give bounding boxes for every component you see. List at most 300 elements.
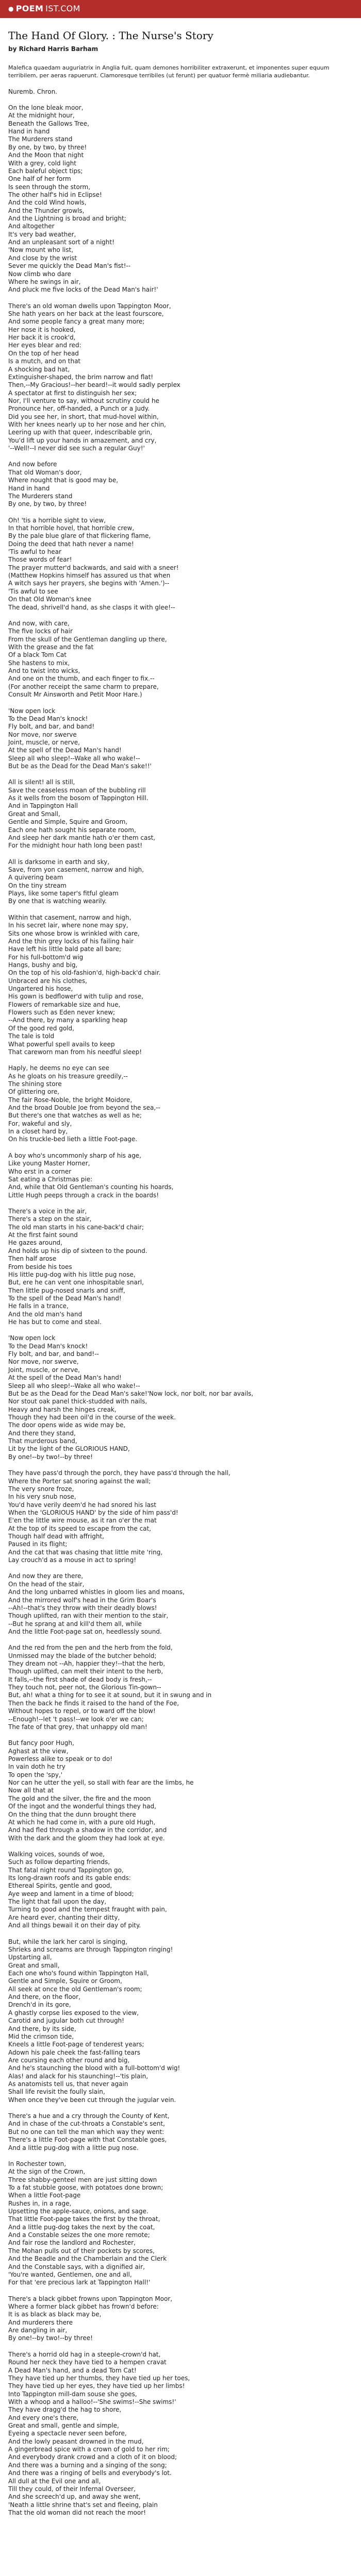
poem-line: Each baleful object tips; bbox=[8, 167, 83, 175]
poem-line: But be as the Dead for the Dead Man's sake!!' bbox=[8, 762, 152, 770]
stanza bbox=[8, 302, 353, 453]
poem-line: Alas! and alack for his staunching!--'tis plain, bbox=[8, 2072, 149, 2080]
poem-line: Then the back he finds it raised to the hand of the Foe, bbox=[8, 1699, 179, 1707]
stanza bbox=[8, 1064, 353, 1144]
poem-line: When the 'GLORIOUS HAND' by the side of him pass'd! bbox=[8, 1509, 178, 1516]
poem-line: Have left his little bald pate all bare; bbox=[8, 945, 122, 953]
poem-line: The Murderers stand bbox=[8, 135, 73, 143]
poem-line: That murderous band, bbox=[8, 1437, 77, 1445]
poem-line: At the midnight hour, bbox=[8, 112, 75, 120]
poem-content bbox=[0, 18, 361, 2537]
stanza bbox=[8, 1469, 353, 1564]
poem-line: And in chase of the cut-throats a Constable's sent, bbox=[8, 2120, 165, 2128]
stanza bbox=[8, 1644, 353, 1731]
poem-line: What powerful spell avails to keep bbox=[8, 1040, 115, 1048]
poem-line: Sits one whose brow is wrinkled with care, bbox=[8, 929, 140, 937]
poem-line: Doing the deed that hath never a name! bbox=[8, 540, 134, 548]
poem-line: The Mohan pulls out of their pockets by scores, bbox=[8, 2247, 155, 2255]
poem-line: You'd have verily deem'd he had snored his last bbox=[8, 1501, 157, 1509]
poem-line: Oh! 'tis a horrible sight to view, bbox=[8, 516, 106, 524]
poem-line: There's a step on the stair, bbox=[8, 1215, 92, 1223]
poem-line: A boy who's uncommonly sharp of his age, bbox=[8, 1151, 141, 1159]
stanza bbox=[8, 2295, 353, 2343]
poem-line: Is a mutch, and on that bbox=[8, 358, 81, 365]
poem-line: And the Constable says, with a dignified air, bbox=[8, 2263, 145, 2270]
poem-line: The five locks of hair bbox=[8, 628, 73, 635]
poem-line: Though uplifted, ran with their mention to the stair, bbox=[8, 1612, 169, 1620]
poem-line: The tale is told bbox=[8, 1032, 55, 1040]
poem-line: The other half's hid in Eclipse! bbox=[8, 191, 102, 198]
poem-line: --But he sprang at and kill'd them all, while bbox=[8, 1620, 142, 1628]
poem-line: Where the Porter sat snoring against the wall; bbox=[8, 1477, 151, 1485]
stanza bbox=[8, 858, 353, 906]
poem-line: And there was a burning and a singing of the song; bbox=[8, 2461, 167, 2469]
poem-line: When once they've been cut through the jugular vein. bbox=[8, 2096, 176, 2104]
poem-line: And the Moon that night bbox=[8, 151, 84, 159]
poem-line: And the thin grey locks of his failing hair bbox=[8, 937, 134, 945]
poem-line: Where nought that is good may be, bbox=[8, 477, 119, 484]
poem-line: And there they stand, bbox=[8, 1429, 76, 1437]
poem-line: And the little Foot-page sat on, heedlessly sound. bbox=[8, 1628, 162, 1635]
poem-line: Pronounce her, off-handed, a Punch or a Judy. bbox=[8, 405, 150, 413]
poem-line: All is darksome in earth and sky, bbox=[8, 858, 110, 866]
poem-line: And he's staunching the blood with a full-bottom'd wig! bbox=[8, 2064, 180, 2072]
poem-line: Turning to good and the tempest fraught with pain, bbox=[8, 1906, 167, 1913]
poem-line: Within that casement, narrow and high, bbox=[8, 913, 132, 921]
poem-line: The fair Rose-Noble, the bright Moidore, bbox=[8, 1096, 133, 1104]
poem-line: From beside his toes bbox=[8, 1263, 72, 1270]
poem-line: They have pass'd through the porch, they have pass'd through the hall, bbox=[8, 1469, 231, 1477]
poem-line: With a whoop and a halloo!--'She swims!--She swims!' bbox=[8, 2398, 176, 2405]
poem-line: In vain doth he try bbox=[8, 1763, 65, 1771]
poem-line: Who erst in a corner bbox=[8, 1167, 72, 1175]
poem-line: Into Tappington mill-dam souse she goes, bbox=[8, 2390, 137, 2398]
poem-line: '--Well!--I never did see such a regular Guy!' bbox=[8, 445, 145, 452]
poem-line: There's a horrid old hag in a steeple-crown'd hat, bbox=[8, 2350, 161, 2358]
poem-line: 'Now open lock bbox=[8, 707, 56, 715]
poem-line: The old man starts in his cane-back'd chair; bbox=[8, 1223, 144, 1231]
poem-line: They have tied up her eyes, they have tied up her limbs! bbox=[8, 2382, 185, 2390]
poem-line: And there, by its side, bbox=[8, 2025, 76, 2032]
poem-line: And the mirrored wolf's head in the Grim Boar's bbox=[8, 1596, 156, 1604]
poem-line: Eyeing a spectacle never seen before, bbox=[8, 2430, 127, 2437]
poem-line: Nor can he utter the yell, so stall with fear are the limbs, he bbox=[8, 1779, 194, 1787]
poem-line: Save the ceaseless moan of the bubbling rill bbox=[8, 786, 146, 794]
poem-line: Where he swings in air, bbox=[8, 278, 81, 285]
poem-line: Though they had been oil'd in the course of the week. bbox=[8, 1413, 176, 1421]
poem-line: Joint, muscle, or nerve, bbox=[8, 738, 80, 746]
poem-line: And there was a ringing of bells and everybody's lot. bbox=[8, 2469, 172, 2477]
poem-line: To the Dead Man's knock! bbox=[8, 715, 88, 722]
poem-line: Haply, he deems no eye can see bbox=[8, 1064, 109, 1072]
poem-line: Her nose it is hooked, bbox=[8, 326, 76, 333]
poem-line: The fate of that grey, that unhappy old man! bbox=[8, 1723, 147, 1731]
poem-line: Then,--My Gracious!--her beard!--it would sadly perplex bbox=[8, 381, 180, 389]
poem-line: At the spell of the Dead Man's hand! bbox=[8, 747, 122, 754]
poem-line: For that 'ere precious lark at Tappington Hall!' bbox=[8, 2279, 151, 2286]
poem-line: On the lone bleak moor, bbox=[8, 104, 84, 111]
poem-line: The dead, shrivell'd hand, as she clasps it with glee!-- bbox=[8, 603, 175, 611]
poem-line: Without hopes to repel, or to ward off the blow! bbox=[8, 1707, 156, 1715]
poem-line: And murderers there bbox=[8, 2318, 73, 2326]
poem-line: And close by the wrist bbox=[8, 254, 77, 262]
poem-line: And the lowly peasant drowned in the mud, bbox=[8, 2437, 144, 2445]
poem-line: Extinguisher-shaped, the brim narrow and flat! bbox=[8, 373, 154, 381]
poem-line: And to twist into wicks, bbox=[8, 667, 80, 675]
poem-line: Are dangling in air, bbox=[8, 2327, 68, 2334]
poem-line: There's a hue and a cry through the County of Kent, bbox=[8, 2112, 170, 2120]
poem-line: Ethereal Spirits, gentle and good, bbox=[8, 1882, 112, 1890]
poem-line: And the red from the pen and the herb from the fold, bbox=[8, 1644, 173, 1652]
poem-line: By one!--by two!--by three! bbox=[8, 2334, 93, 2342]
poem-line: Paused in its flight; bbox=[8, 1540, 68, 1548]
poem-line: Great and small, gentle and simple, bbox=[8, 2422, 119, 2430]
poem-line: A Dead Man's hand, and a dead Tom Cat! bbox=[8, 2366, 137, 2374]
poem-line: And a little pug-dog takes the next by the coat, bbox=[8, 2223, 155, 2231]
stanza bbox=[8, 2351, 353, 2517]
poem-line: That old Woman's door, bbox=[8, 468, 82, 476]
poem-line: On that Old Woman's knee bbox=[8, 596, 92, 603]
poem-line: Powerless alike to speak or to do! bbox=[8, 1755, 113, 1762]
stanza bbox=[8, 88, 353, 96]
stanza bbox=[8, 1851, 353, 1930]
poem-line: And a little pug-dog with a little pug nose. bbox=[8, 2144, 139, 2151]
poem-line: But be as the Dead for the Dead Man's sake!'Now lock, nor bolt, nor bar avails, bbox=[8, 1389, 254, 1397]
poem-line: You'd lift up your hands in amazement, and cry, bbox=[8, 436, 157, 444]
poem-line: And pluck me five locks of the Dead Man's hair!' bbox=[8, 286, 158, 294]
poem-line: For his full-bottom'd wig bbox=[8, 953, 84, 961]
poem-line: Of the ingot and the wonderful things they had, bbox=[8, 1803, 156, 1810]
poem-line: Did you see her, in short, that mud-hovel within, bbox=[8, 413, 159, 420]
poem-line: Are heard ever, chanting their ditty, bbox=[8, 1913, 120, 1921]
stanza bbox=[8, 914, 353, 1056]
poem-line: But there's one that watches as well as he; bbox=[8, 1112, 142, 1120]
logo-brand: POEM bbox=[15, 4, 44, 14]
poem-line: 'Tis awful to hear bbox=[8, 548, 61, 556]
poem-line: On the top of his old-fashion'd, high-back'd chair. bbox=[8, 969, 161, 977]
poem-line: By one that is watching wearily. bbox=[8, 897, 107, 905]
poem-line: All dull at the Evil one and all, bbox=[8, 2477, 101, 2485]
poem-line: And there, on the floor, bbox=[8, 1993, 80, 2001]
poem-line: By one, by two, by three! bbox=[8, 143, 87, 151]
stanza bbox=[8, 104, 353, 294]
poem-line: At the top of its speed to escape from the cat, bbox=[8, 1524, 152, 1532]
poem-line: Each one who's found within Tappington Hall, bbox=[8, 1969, 149, 1977]
poem-line: All seek at once the old Gentleman's room; bbox=[8, 1985, 142, 1993]
poem-line: And now before bbox=[8, 461, 57, 468]
poem-line: They touch not, peer not, the Glorious Tin-gown-- bbox=[8, 1684, 161, 1691]
poem-line: E'en the little wire mouse, as it ran o'er the mat bbox=[8, 1517, 157, 1524]
site-logo[interactable] bbox=[8, 4, 80, 14]
poem-line: In Rochester town, bbox=[8, 2160, 67, 2167]
poem-line: And one on the thumb, and each finger to fix.-- bbox=[8, 675, 155, 683]
poem-line: There's an old woman dwells upon Tappington Moor, bbox=[8, 302, 171, 310]
poem-line: There's a black gibbet frowns upon Tappington Moor, bbox=[8, 2295, 173, 2302]
poem-line: His little pug-dog with his little pug nose, bbox=[8, 1270, 136, 1278]
poem-epigraph: Malefica quaedam auguriatrix in Anglia fuit, quam demones horribiliter extraxerunt, et imponentes super equum terribilem, per aeras rapuerunt. Clamoresque terribiles (ut ferunt) per quatuor fermè miliaria audiebantur. bbox=[8, 64, 330, 79]
poem-line: A ghastly corpse lies exposed to the view, bbox=[8, 2009, 139, 2016]
poem-line: 'Now open lock bbox=[8, 1334, 56, 1342]
poem-author: by Richard Harris Barham bbox=[8, 45, 99, 53]
poem-line: Joint, muscle, or nerve, bbox=[8, 1366, 80, 1374]
poem-line: Drench'd in its gore, bbox=[8, 2001, 71, 2009]
poem-line: It falls,--the first shade of dead body is fresh,-- bbox=[8, 1675, 152, 1683]
poem-line: Lit by the light of the GLORIOUS HAND, bbox=[8, 1445, 130, 1453]
poem-body bbox=[8, 88, 353, 2517]
poem-line: And the long unbarred whistles in gloom lies and moans, bbox=[8, 1588, 185, 1596]
poem-line: Nor stout oak panel thick-studded with nails, bbox=[8, 1398, 147, 1405]
stanza bbox=[8, 707, 353, 771]
poem-line: And in Tappington Hall bbox=[8, 802, 78, 810]
poem-line: Now all that at bbox=[8, 1787, 54, 1794]
poem-line: The gold and the silver, the fire and the moon bbox=[8, 1794, 151, 1802]
poem-line: Upsetting the apple-sauce, onions, and sage. bbox=[8, 2208, 149, 2215]
poem-title: The Hand Of Glory. : The Nurse's Story bbox=[8, 29, 214, 42]
logo-dot-icon: ● bbox=[8, 5, 14, 12]
poem-line: But, ere he can vent one inhospitable snarl, bbox=[8, 1279, 144, 1286]
poem-line: And everybody drank crowd and a cloth of it on blood; bbox=[8, 2453, 177, 2461]
stanza bbox=[8, 620, 353, 699]
poem-line: Flowers of remarkable size and hue, bbox=[8, 1001, 121, 1008]
poem-line: And had fled through a shadow in the corridor, and bbox=[8, 1826, 167, 1834]
poem-line: There's a little Foot-page with that Constable goes, bbox=[8, 2136, 167, 2144]
poem-line: Her eyes blear and red: bbox=[8, 342, 81, 349]
poem-line: That little Foot-page takes the first by the throat, bbox=[8, 2215, 160, 2223]
logo-suffix: IST.COM bbox=[45, 4, 80, 14]
poem-line: 'You're wanted, Gentlemen, one and all, bbox=[8, 2270, 132, 2278]
poem-line: And every one's there, bbox=[8, 2414, 79, 2421]
poem-line: On the top of her head bbox=[8, 349, 79, 357]
poem-line: Those words of fear! bbox=[8, 556, 72, 564]
poem-line: In his very snub nose, bbox=[8, 1493, 76, 1501]
poem-line: Hangs, bushy and big, bbox=[8, 961, 78, 969]
poem-line: Save, from yon casement, narrow and high, bbox=[8, 866, 144, 873]
poem-line: On the thing that the dunn brought there bbox=[8, 1810, 136, 1818]
poem-line: Is seen through the storm, bbox=[8, 183, 91, 191]
poem-line: Flowers such as Eden never knew; bbox=[8, 1009, 116, 1016]
poem-line: Rushes in, in a rage, bbox=[8, 2199, 72, 2207]
poem-line: Unmissed may the blade of the butcher behold; bbox=[8, 1652, 157, 1659]
poem-line: Leering up with that queer, indescribable grin, bbox=[8, 429, 153, 436]
poem-line: Walking voices, sounds of woe, bbox=[8, 1850, 105, 1858]
poem-line: At the first faint sound bbox=[8, 1231, 78, 1239]
poem-line: And the cold Wind howls, bbox=[8, 199, 87, 207]
poem-line: He has but to come and steal. bbox=[8, 1318, 102, 1326]
poem-line: (Matthew Hopkins himself has assured us that when bbox=[8, 572, 171, 580]
poem-line: Plays, like some taper's fitful gleam bbox=[8, 890, 119, 897]
poem-line: And the broad Double Joe from beyond the sea,-- bbox=[8, 1104, 160, 1112]
poem-line: --Ah!--that's they throw with their deadly blows! bbox=[8, 1604, 157, 1612]
poem-line: A spectator at first to distinguish her sex; bbox=[8, 389, 137, 397]
stanza bbox=[8, 2160, 353, 2287]
stanza bbox=[8, 1572, 353, 1636]
stanza bbox=[8, 1208, 353, 1326]
stanza bbox=[8, 461, 353, 508]
stanza bbox=[8, 2112, 353, 2152]
poem-line: He falls in a trance, bbox=[8, 1302, 69, 1310]
site-header bbox=[0, 0, 361, 18]
poem-line: Little Hugh peeps through a crack in the boards! bbox=[8, 1191, 159, 1199]
poem-line: There's a voice in the air, bbox=[8, 1208, 87, 1215]
poem-line: From the skull of the Gentleman dangling up there, bbox=[8, 635, 167, 643]
poem-line: 'Tis awful to see bbox=[8, 587, 58, 595]
poem-line: Aghast at the view, bbox=[8, 1747, 69, 1755]
poem-line: And an unpleasant sort of a night! bbox=[8, 239, 114, 246]
stanza bbox=[8, 517, 353, 612]
poem-line: And the Beadle and the Chamberlain and the Clerk bbox=[8, 2255, 167, 2263]
poem-line: Sat eating a Christmas pie: bbox=[8, 1175, 93, 1183]
poem-line: And altogether bbox=[8, 223, 55, 230]
poem-line: When a little Foot-page bbox=[8, 2192, 81, 2199]
poem-line: It is as black as black may be, bbox=[8, 2311, 102, 2318]
poem-line: And all things bewail it on their day of pity. bbox=[8, 1922, 141, 1929]
poem-line: And now they are there, bbox=[8, 1572, 84, 1580]
poem-line: In a closet hard by, bbox=[8, 1128, 68, 1136]
poem-line: She hastens to mix, bbox=[8, 659, 70, 667]
poem-line: But fancy poor Hugh, bbox=[8, 1739, 74, 1747]
poem-line: Gentle and Simple, Squire or Groom, bbox=[8, 1977, 122, 1985]
poem-line: In that horrible hovel, that horrible crew, bbox=[8, 524, 135, 532]
poem-line: To the Dead Man's knock! bbox=[8, 1342, 88, 1350]
poem-line: Now climb who dare bbox=[8, 270, 71, 278]
poem-line: To the spell of the Dead Man's hand! bbox=[8, 1294, 122, 1302]
stanza bbox=[8, 1152, 353, 1199]
poem-line: Nor, I'll venture to say, without scrutiny could he bbox=[8, 397, 159, 404]
poem-line: He gazes around, bbox=[8, 1239, 62, 1247]
poem-line: Unbraced are his clothes, bbox=[8, 977, 87, 985]
poem-line: Hand in hand bbox=[8, 128, 50, 135]
poem-line: That the old woman did not reach the moor! bbox=[8, 2509, 146, 2516]
poem-line: Hand in hand bbox=[8, 484, 50, 492]
poem-line: It's very bad weather, bbox=[8, 230, 76, 238]
poem-line: Though uplifted, can melt their intent to the herb, bbox=[8, 1668, 163, 1675]
poem-line: --Enough!--let 't pass!--we look o'er we can; bbox=[8, 1715, 144, 1723]
poem-line: With her knees nearly up to her nose and her chin, bbox=[8, 421, 166, 429]
poem-line: Upstarting all, bbox=[8, 1954, 52, 1961]
poem-line: At which he had come in, with a pure old Hugh, bbox=[8, 1818, 156, 1826]
poem-line: Nor move, nor swerve, bbox=[8, 1358, 79, 1366]
poem-line: Sleep all who sleep!--Wake all who wake!-- bbox=[8, 754, 140, 762]
poem-line: Shall life revisit the foully slain, bbox=[8, 2088, 105, 2096]
poem-line: Nor move, nor swerve bbox=[8, 731, 77, 738]
poem-line: Kneels a little Foot-page of tenderest years; bbox=[8, 2041, 144, 2048]
poem-line: Where a former black gibbet has frown'd before: bbox=[8, 2303, 159, 2310]
poem-line: 'Neath a little shrine that's set and fleeing, plain bbox=[8, 2501, 158, 2509]
poem-line: With the grease and the fat bbox=[8, 643, 94, 651]
poem-line: And the old man's hand bbox=[8, 1310, 83, 1318]
poem-line: Carotid and jugular both cut through! bbox=[8, 2017, 124, 2025]
poem-line: Beneath the Gallows Tree, bbox=[8, 120, 89, 127]
poem-line: Its long-drawn roofs and its gable ends: bbox=[8, 1874, 131, 1882]
poem-line: On the head of the stair, bbox=[8, 1580, 85, 1588]
poem-line: For, wakeful and sly, bbox=[8, 1120, 72, 1127]
poem-line: Three shabby-genteel men are just sitting down bbox=[8, 2176, 157, 2183]
poem-line: And sleep her dark mantle hath o'er them cast, bbox=[8, 834, 156, 841]
poem-line: But no one can tell the man which way they went: bbox=[8, 2128, 165, 2136]
poem-line: Gentle and Simple, Squire and Groom, bbox=[8, 818, 128, 826]
poem-line: Aye weep and lament in a time of blood; bbox=[8, 1890, 134, 1897]
poem-line: As he gloats on his treasure greedily,-- bbox=[8, 1072, 128, 1080]
poem-line: (For another receipt the same charm to prepare, bbox=[8, 683, 159, 690]
poem-line: And she screech'd up, and away she went, bbox=[8, 2493, 141, 2501]
poem-line: Her back it is crook'd, bbox=[8, 334, 76, 342]
poem-line: Sleep all who sleep!--Wake all who wake!-- bbox=[8, 1382, 140, 1389]
poem-line: Heavy and harsh the hinges creak, bbox=[8, 1405, 117, 1413]
poem-line: A quivering beam bbox=[8, 874, 63, 882]
poem-line: Of glittering ore, bbox=[8, 1088, 60, 1096]
poem-line: Nuremb. Chron. bbox=[8, 88, 57, 95]
poem-line: Adown his pale cheek the fast-falling tears bbox=[8, 2048, 141, 2056]
poem-line: Till they could, of their Infernal Overseer, bbox=[8, 2485, 136, 2493]
poem-line: And the cat that was chasing that little mite 'ring, bbox=[8, 1548, 163, 1556]
poem-line: And a Constable seizes the one more remote; bbox=[8, 2231, 150, 2239]
poem-line: By one!--by two!--by three! bbox=[8, 1453, 93, 1461]
poem-line: With a grey, cold light bbox=[8, 159, 76, 167]
poem-line: That fatal night round Tappington go, bbox=[8, 1866, 124, 1874]
poem-line: And holds up his dip of sixteen to the pound. bbox=[8, 1247, 147, 1255]
poem-line: On his truckle-bed lieth a little Foot-page. bbox=[8, 1136, 138, 1143]
poem-line: Are coursing each other round and big, bbox=[8, 2056, 130, 2064]
stanza bbox=[8, 1334, 353, 1461]
poem-line: That careworn man from his needful sleep! bbox=[8, 1048, 142, 1056]
poem-line: Though half dead with affright, bbox=[8, 1533, 104, 1540]
poem-line: Consult Mr Ainsworth and Petit Moor Hare.) bbox=[8, 691, 142, 699]
poem-line: By the pale blue glare of that flickering flame, bbox=[8, 532, 151, 540]
poem-line: The light that fall upon the day, bbox=[8, 1898, 107, 1906]
poem-line: Ungartered his hose, bbox=[8, 985, 73, 993]
poem-line: 'Now mount who list, bbox=[8, 246, 74, 254]
poem-line: A witch says her prayers, she begins with 'Amen.')-- bbox=[8, 580, 170, 587]
poem-line: And now, with care, bbox=[8, 619, 70, 627]
poem-line: Shrieks and screams are through Tappington ringing! bbox=[8, 1945, 173, 1953]
poem-line: By one, by two, by three! bbox=[8, 500, 87, 508]
poem-line: Each one hath sought his separate room, bbox=[8, 826, 136, 834]
poem-line: She hath years on her back at the least fourscore, bbox=[8, 310, 164, 317]
poem-line: At the spell of the Dead Man's hand! bbox=[8, 1374, 122, 1382]
poem-line: One half of her form bbox=[8, 175, 71, 183]
poem-line: The Murderers stand bbox=[8, 492, 73, 500]
poem-line: Of the good red gold, bbox=[8, 1024, 74, 1032]
poem-line: And the Lightning is broad and bright; bbox=[8, 215, 126, 223]
poem-line: The very snore froze, bbox=[8, 1485, 74, 1493]
poem-line: A gingerbread spice with a crown of gold to her rim; bbox=[8, 2446, 170, 2453]
stanza bbox=[8, 1938, 353, 2105]
poem-line: All is silent! all is still, bbox=[8, 778, 75, 786]
poem-line: The prayer mutter'd backwards, and said with a sneer! bbox=[8, 564, 179, 571]
poem-line: Then little pug-nosed snarls and sniff, bbox=[8, 1286, 125, 1294]
poem-line: At the sign of the Crown, bbox=[8, 2168, 86, 2176]
poem-line: Sever me quickly the Dead Man's fist!-- bbox=[8, 262, 131, 270]
poem-line: Fly bolt, and bar, and band!-- bbox=[8, 1350, 99, 1358]
poem-line: Of a black Tom Cat bbox=[8, 651, 67, 659]
poem-line: To open the 'spy,' bbox=[8, 1771, 63, 1778]
poem-line: But, while the lark her carol is singing, bbox=[8, 1938, 127, 1945]
poem-line: A shocking bad hat, bbox=[8, 365, 70, 373]
poem-line: On the tiny stream bbox=[8, 882, 67, 889]
stanza bbox=[8, 778, 353, 850]
poem-line: And some people fancy a great many more; bbox=[8, 318, 145, 326]
poem-line: They have dragg'd the hag to shore, bbox=[8, 2406, 122, 2414]
poem-line: His gown is bedflower'd with tulip and rose, bbox=[8, 993, 143, 1001]
poem-line: Great and Small, bbox=[8, 810, 60, 818]
poem-line: In his secret lair, where none may spy, bbox=[8, 922, 128, 929]
poem-line: And the Thunder growls, bbox=[8, 207, 85, 214]
poem-line: As it wells from the bosom of Tappington Hill. bbox=[8, 794, 149, 802]
poem-line: They dream not --Ah, happier they!--that the herb, bbox=[8, 1660, 166, 1668]
poem-line: --And there, by many a sparkling heap bbox=[8, 1016, 128, 1024]
poem-line: Fly bolt, and bar, and band! bbox=[8, 723, 95, 731]
poem-line: Lay crouch'd as a mouse in act to spring! bbox=[8, 1556, 137, 1564]
